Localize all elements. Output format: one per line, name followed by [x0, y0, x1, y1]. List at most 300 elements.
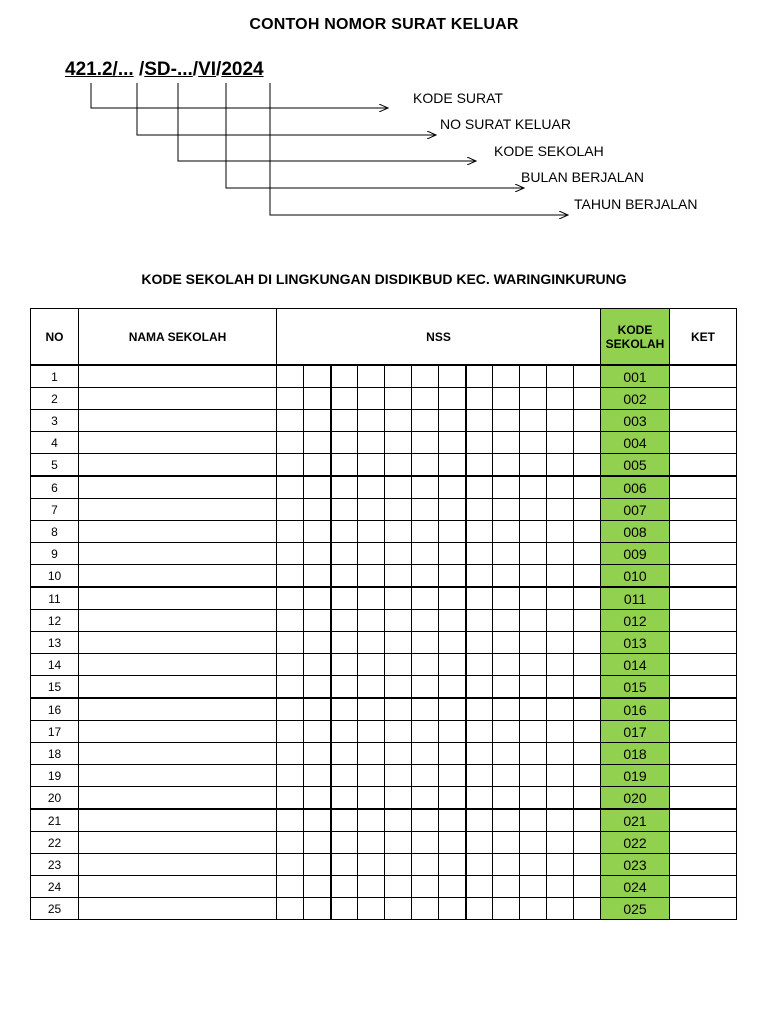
header-nss: NSS [277, 309, 601, 366]
table-row [31, 610, 737, 632]
table-row [31, 476, 737, 499]
row-nss-digit [358, 832, 385, 854]
row-nss-digit [412, 809, 439, 832]
row-nss-digit [520, 832, 547, 854]
row-nss-digit [304, 787, 331, 810]
table-row [31, 521, 737, 543]
row-nama-sekolah [79, 787, 277, 810]
row-nss-digit [439, 565, 466, 588]
row-nss-digit [547, 499, 574, 521]
row-nss-digit [520, 721, 547, 743]
row-nss-digit [412, 610, 439, 632]
row-nss-digit [439, 898, 466, 920]
table-row [31, 454, 737, 477]
row-nss-digit [412, 632, 439, 654]
row-ket [670, 476, 737, 499]
row-kode-sekolah: 015 [601, 676, 670, 699]
row-nss-digit [574, 721, 601, 743]
row-nama-sekolah [79, 765, 277, 787]
row-nss-digit [358, 676, 385, 699]
row-nss-digit [331, 743, 358, 765]
row-nss-digit [547, 432, 574, 454]
row-nss-digit [277, 676, 304, 699]
row-nss-digit [358, 787, 385, 810]
row-nss-digit [277, 454, 304, 477]
row-nss-digit [466, 743, 493, 765]
row-nss-digit [385, 432, 412, 454]
row-nss-digit [493, 365, 520, 388]
row-no: 16 [31, 698, 79, 721]
row-nss-digit [277, 476, 304, 499]
row-nss-digit [574, 765, 601, 787]
row-nss-digit [304, 632, 331, 654]
row-nss-digit [574, 743, 601, 765]
row-nss-digit [466, 832, 493, 854]
table-row [31, 499, 737, 521]
table-row [31, 898, 737, 920]
row-nss-digit [574, 365, 601, 388]
row-nama-sekolah [79, 698, 277, 721]
row-kode-sekolah: 022 [601, 832, 670, 854]
row-kode-sekolah: 003 [601, 410, 670, 432]
row-nss-digit [574, 632, 601, 654]
row-nss-digit [493, 743, 520, 765]
row-nss-digit [358, 698, 385, 721]
row-nss-digit [439, 698, 466, 721]
row-nss-digit [358, 521, 385, 543]
row-no: 15 [31, 676, 79, 699]
row-nss-digit [466, 876, 493, 898]
row-nss-digit [412, 432, 439, 454]
row-kode-sekolah: 006 [601, 476, 670, 499]
row-nss-digit [547, 454, 574, 477]
row-nss-digit [358, 410, 385, 432]
row-nss-digit [385, 632, 412, 654]
row-nss-digit [304, 476, 331, 499]
row-nss-digit [466, 476, 493, 499]
row-nss-digit [385, 521, 412, 543]
row-nss-digit [331, 610, 358, 632]
row-nss-digit [331, 499, 358, 521]
row-nss-digit [493, 410, 520, 432]
row-nss-digit [277, 787, 304, 810]
row-no: 6 [31, 476, 79, 499]
format-sep-2: / [192, 59, 199, 80]
row-nss-digit [385, 654, 412, 676]
row-nss-digit [547, 521, 574, 543]
table-row [31, 632, 737, 654]
row-nss-digit [466, 809, 493, 832]
row-nss-digit [439, 610, 466, 632]
row-nss-digit [412, 854, 439, 876]
row-ket [670, 698, 737, 721]
row-no: 18 [31, 743, 79, 765]
row-nss-digit [277, 809, 304, 832]
row-nss-digit [304, 499, 331, 521]
row-nss-digit [412, 410, 439, 432]
row-nss-digit [358, 454, 385, 477]
row-nss-digit [331, 654, 358, 676]
row-nss-digit [358, 565, 385, 588]
row-no: 10 [31, 565, 79, 588]
row-nss-digit [277, 521, 304, 543]
row-nss-digit [493, 698, 520, 721]
table-row [31, 765, 737, 787]
row-nss-digit [277, 698, 304, 721]
row-nss-digit [547, 654, 574, 676]
table-title: KODE SEKOLAH DI LINGKUNGAN DISDIKBUD KEC. WARINGINKURUNG [141, 271, 627, 287]
row-nss-digit [520, 765, 547, 787]
row-nss-digit [304, 587, 331, 610]
row-nss-digit [547, 787, 574, 810]
row-nss-digit [277, 765, 304, 787]
row-ket [670, 654, 737, 676]
row-ket [670, 610, 737, 632]
row-ket [670, 854, 737, 876]
row-nss-digit [439, 454, 466, 477]
row-nss-digit [574, 854, 601, 876]
row-nss-digit [466, 388, 493, 410]
arrow-no-surat [137, 83, 436, 135]
row-nss-digit [331, 898, 358, 920]
row-nss-digit [439, 365, 466, 388]
table-row [31, 832, 737, 854]
table-row [31, 432, 737, 454]
row-nss-digit [358, 610, 385, 632]
row-nss-digit [385, 543, 412, 565]
row-nss-digit [277, 654, 304, 676]
row-nama-sekolah [79, 454, 277, 477]
row-nss-digit [358, 721, 385, 743]
row-nss-digit [412, 876, 439, 898]
row-nss-digit [493, 543, 520, 565]
row-nss-digit [331, 454, 358, 477]
row-nss-digit [412, 565, 439, 588]
row-nss-digit [439, 854, 466, 876]
row-no: 5 [31, 454, 79, 477]
row-nss-digit [358, 587, 385, 610]
row-nss-digit [439, 587, 466, 610]
row-nss-digit [412, 388, 439, 410]
row-nss-digit [520, 676, 547, 699]
row-ket [670, 499, 737, 521]
row-ket [670, 454, 737, 477]
row-nss-digit [385, 499, 412, 521]
row-kode-sekolah: 019 [601, 765, 670, 787]
row-nss-digit [520, 610, 547, 632]
table-row [31, 787, 737, 810]
row-nss-digit [358, 499, 385, 521]
row-nss-digit [547, 410, 574, 432]
row-nss-digit [304, 832, 331, 854]
legend-kode-sekolah: KODE SEKOLAH [494, 143, 604, 159]
row-nss-digit [385, 565, 412, 588]
row-nss-digit [493, 476, 520, 499]
row-ket [670, 543, 737, 565]
row-nss-digit [331, 809, 358, 832]
row-nss-digit [466, 565, 493, 588]
table-row [31, 388, 737, 410]
row-nss-digit [547, 898, 574, 920]
row-nss-digit [466, 410, 493, 432]
row-nss-digit [493, 654, 520, 676]
row-nss-digit [547, 876, 574, 898]
row-nama-sekolah [79, 543, 277, 565]
row-nss-digit [520, 521, 547, 543]
row-nss-digit [385, 876, 412, 898]
row-nss-digit [466, 721, 493, 743]
row-nss-digit [493, 876, 520, 898]
row-nama-sekolah [79, 521, 277, 543]
row-nss-digit [520, 365, 547, 388]
format-no-surat: ... [117, 59, 134, 80]
row-ket [670, 521, 737, 543]
row-nss-digit [412, 654, 439, 676]
row-nss-digit [304, 454, 331, 477]
table-row [31, 876, 737, 898]
row-nss-digit [466, 365, 493, 388]
row-nss-digit [358, 765, 385, 787]
row-nss-digit [439, 476, 466, 499]
row-nss-digit [304, 365, 331, 388]
row-kode-sekolah: 014 [601, 654, 670, 676]
row-kode-sekolah: 011 [601, 587, 670, 610]
row-no: 7 [31, 499, 79, 521]
row-nss-digit [520, 876, 547, 898]
row-nss-digit [304, 521, 331, 543]
row-nss-digit [466, 543, 493, 565]
row-nss-digit [304, 809, 331, 832]
school-code-table [30, 308, 737, 920]
row-nss-digit [358, 809, 385, 832]
arrow-kode-surat [91, 83, 388, 108]
legend-kode-surat: KODE SURAT [413, 90, 503, 106]
row-kode-sekolah: 016 [601, 698, 670, 721]
row-nss-digit [520, 388, 547, 410]
row-nama-sekolah [79, 476, 277, 499]
row-kode-sekolah: 023 [601, 854, 670, 876]
row-ket [670, 676, 737, 699]
row-nss-digit [547, 632, 574, 654]
row-no: 8 [31, 521, 79, 543]
row-nss-digit [493, 832, 520, 854]
row-nss-digit [277, 898, 304, 920]
row-nss-digit [547, 476, 574, 499]
row-nss-digit [331, 587, 358, 610]
row-nss-digit [385, 809, 412, 832]
row-nss-digit [331, 565, 358, 588]
row-nss-digit [466, 587, 493, 610]
row-nss-digit [493, 854, 520, 876]
row-nss-digit [439, 654, 466, 676]
row-nss-digit [520, 854, 547, 876]
row-nss-digit [304, 698, 331, 721]
row-no: 4 [31, 432, 79, 454]
row-nss-digit [574, 432, 601, 454]
row-ket [670, 632, 737, 654]
header-kode-sekolah: KODE SEKOLAH [601, 309, 670, 366]
row-nss-digit [277, 743, 304, 765]
format-sep-3: / [216, 59, 222, 80]
row-nss-digit [547, 743, 574, 765]
table-row [31, 743, 737, 765]
row-nss-digit [466, 854, 493, 876]
row-nss-digit [304, 854, 331, 876]
row-nss-digit [277, 432, 304, 454]
row-nss-digit [385, 365, 412, 388]
row-nss-digit [304, 676, 331, 699]
row-nss-digit [574, 698, 601, 721]
row-nss-digit [412, 676, 439, 699]
row-no: 11 [31, 587, 79, 610]
row-kode-sekolah: 018 [601, 743, 670, 765]
row-nss-digit [385, 388, 412, 410]
row-nss-digit [412, 476, 439, 499]
row-nss-digit [439, 432, 466, 454]
row-nss-digit [277, 610, 304, 632]
row-nss-digit [547, 854, 574, 876]
row-nss-digit [466, 632, 493, 654]
row-nama-sekolah [79, 654, 277, 676]
row-nss-digit [358, 854, 385, 876]
table-row [31, 587, 737, 610]
row-no: 24 [31, 876, 79, 898]
table-row [31, 698, 737, 721]
row-nss-digit [493, 610, 520, 632]
row-nama-sekolah [79, 632, 277, 654]
row-nss-digit [304, 410, 331, 432]
row-kode-sekolah: 010 [601, 565, 670, 588]
table-row [31, 365, 737, 388]
table-row [31, 654, 737, 676]
row-nama-sekolah [79, 610, 277, 632]
row-nss-digit [358, 476, 385, 499]
row-nss-digit [412, 721, 439, 743]
row-nss-digit [385, 787, 412, 810]
row-no: 23 [31, 854, 79, 876]
row-nss-digit [574, 476, 601, 499]
row-nss-digit [466, 898, 493, 920]
row-nss-digit [439, 787, 466, 810]
row-ket [670, 787, 737, 810]
row-nss-digit [304, 898, 331, 920]
row-no: 9 [31, 543, 79, 565]
row-nss-digit [277, 832, 304, 854]
row-nama-sekolah [79, 587, 277, 610]
row-kode-sekolah: 020 [601, 787, 670, 810]
row-nss-digit [574, 832, 601, 854]
row-nss-digit [466, 499, 493, 521]
row-nss-digit [520, 499, 547, 521]
table-row [31, 676, 737, 699]
row-nss-digit [412, 543, 439, 565]
row-nss-digit [547, 698, 574, 721]
row-no: 20 [31, 787, 79, 810]
table-row [31, 809, 737, 832]
row-nss-digit [385, 743, 412, 765]
row-ket [670, 743, 737, 765]
row-nss-digit [277, 876, 304, 898]
row-nama-sekolah [79, 721, 277, 743]
row-nss-digit [547, 809, 574, 832]
row-nss-digit [466, 654, 493, 676]
row-nss-digit [304, 654, 331, 676]
row-ket [670, 832, 737, 854]
row-nss-digit [520, 476, 547, 499]
table-header-row [31, 309, 737, 366]
row-nss-digit [412, 521, 439, 543]
row-nss-digit [277, 565, 304, 588]
row-nss-digit [385, 610, 412, 632]
row-nama-sekolah [79, 676, 277, 699]
row-nss-digit [385, 898, 412, 920]
table-row [31, 721, 737, 743]
row-nss-digit [493, 432, 520, 454]
row-nss-digit [385, 854, 412, 876]
row-kode-sekolah: 012 [601, 610, 670, 632]
table-row [31, 410, 737, 432]
legend-tahun: TAHUN BERJALAN [574, 196, 698, 212]
row-nss-digit [304, 565, 331, 588]
row-nss-digit [547, 610, 574, 632]
row-nss-digit [547, 543, 574, 565]
format-tahun: 2024 [221, 59, 264, 80]
row-nss-digit [358, 898, 385, 920]
row-nss-digit [358, 743, 385, 765]
row-nss-digit [331, 676, 358, 699]
row-nss-digit [358, 365, 385, 388]
row-nss-digit [520, 432, 547, 454]
row-nss-digit [547, 765, 574, 787]
row-nss-digit [358, 632, 385, 654]
row-nss-digit [277, 854, 304, 876]
row-nama-sekolah [79, 876, 277, 898]
row-no: 21 [31, 809, 79, 832]
row-nss-digit [412, 787, 439, 810]
row-nss-digit [385, 587, 412, 610]
row-nss-digit [547, 832, 574, 854]
row-nss-digit [331, 543, 358, 565]
row-kode-sekolah: 007 [601, 499, 670, 521]
row-nss-digit [466, 765, 493, 787]
row-nama-sekolah [79, 432, 277, 454]
row-ket [670, 432, 737, 454]
row-nss-digit [304, 876, 331, 898]
row-kode-sekolah: 005 [601, 454, 670, 477]
row-nss-digit [493, 787, 520, 810]
row-nss-digit [412, 454, 439, 477]
table-row [31, 543, 737, 565]
row-ket [670, 565, 737, 588]
row-no: 13 [31, 632, 79, 654]
format-kode-sekolah: SD-... [144, 59, 193, 80]
row-nss-digit [277, 410, 304, 432]
row-nss-digit [412, 832, 439, 854]
row-ket [670, 876, 737, 898]
row-nss-digit [574, 499, 601, 521]
row-nss-digit [331, 432, 358, 454]
row-nss-digit [466, 676, 493, 699]
row-nss-digit [304, 743, 331, 765]
row-nss-digit [466, 698, 493, 721]
row-no: 14 [31, 654, 79, 676]
row-no: 12 [31, 610, 79, 632]
row-nss-digit [358, 432, 385, 454]
row-nss-digit [493, 388, 520, 410]
row-kode-sekolah: 008 [601, 521, 670, 543]
row-nss-digit [574, 388, 601, 410]
row-nss-digit [439, 499, 466, 521]
